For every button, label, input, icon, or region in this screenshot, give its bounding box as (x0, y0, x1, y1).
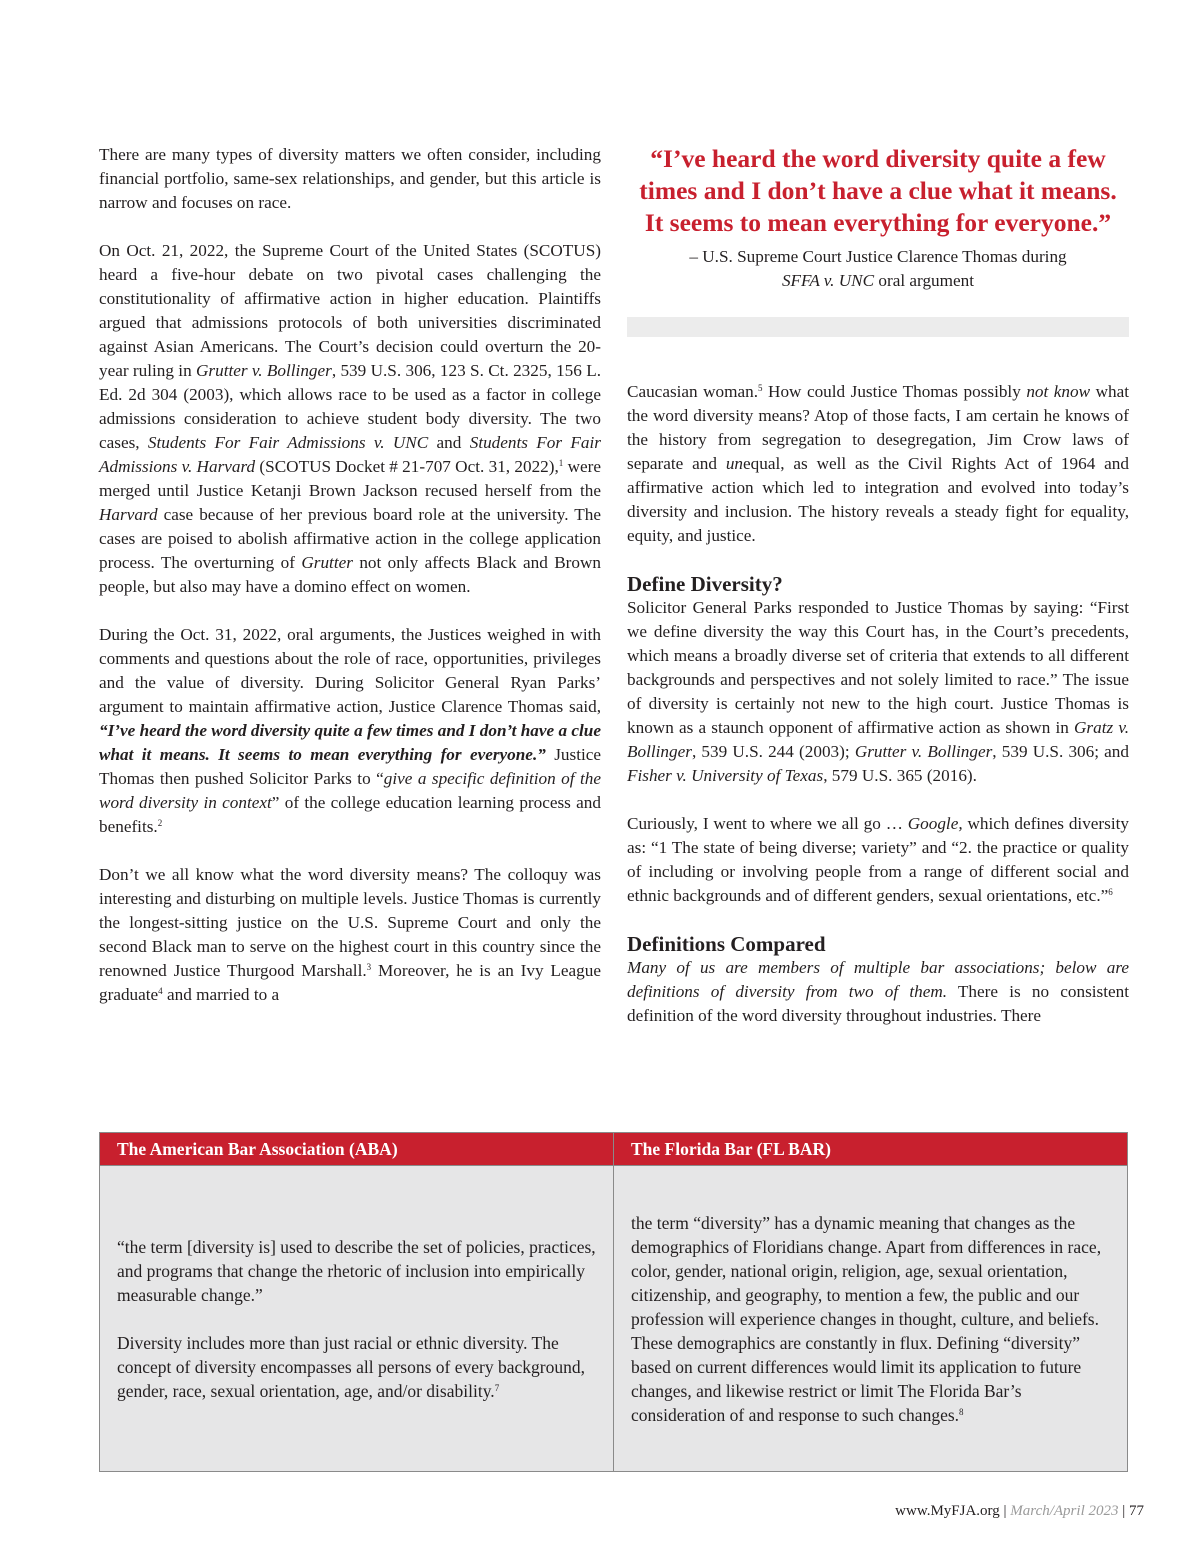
footnote-ref: 8 (959, 1406, 964, 1417)
paragraph-text: not only affects Black and Brown people, but also may have a domino effect on women. (99, 553, 602, 596)
pull-quote (627, 143, 1129, 293)
paragraph-text: equal, as well as the Civil Rights Act of 1964 and affirmative action which led to integration and evolved into today’s diversity and inclusion. The history reveals a steady fight for equality, equity, and justice. (627, 454, 1129, 545)
footnote-ref: 7 (494, 1382, 500, 1393)
paragraph (99, 623, 601, 839)
paragraph-text: , 539 U.S. 306; and (992, 742, 1129, 761)
paragraph-text: On Oct. 21, 2022, the Supreme Court of the United States (SCOTUS) heard a five-hour debate on two pivotal cases challenging the constitutionality of affirmative action in higher education. Plaintiffs argued that admissions protocols of both universities discriminated against Asian Americans. The Court’s decision could overturn the 20-year ruling in (99, 241, 601, 380)
paragraph-text: what the word diversity means? Atop of those facts, I am certain he knows of the history from segregation to desegregation, Jim Crow laws of separate and (627, 382, 1129, 473)
paragraph (627, 956, 1129, 1028)
emphasis: Google, (907, 814, 963, 833)
footer-separator: | (1118, 1503, 1129, 1519)
case-name: SFFA v. UNC (781, 271, 875, 290)
definitions-table (99, 1132, 1128, 1472)
definition-text-span: Diversity includes more than just racial or ethnic diversity. The concept of diversity encompasses all persons of every background, gender, race, sexual orientation, age, and/or disability. (117, 1332, 585, 1401)
footnote-ref: 6 (1108, 887, 1113, 897)
paragraph (99, 863, 601, 1007)
case-name: Harvard (99, 505, 158, 524)
table-cell (614, 1166, 1127, 1471)
paragraph-text: (SCOTUS Docket # 21-707 Oct. 31, 2022), (255, 457, 559, 476)
paragraph-text: and married to a (162, 985, 280, 1004)
paragraph-text: Solicitor General Parks responded to Justice Thomas by saying: “First we define diversity the way this Court has, in the Court’s precedents, which means a broadly diverse set of criteria that extends to all different backgrounds and perspectives and not solely limited to race.” The issue of diversity is certainly not new to the high court. Justice Thomas is known as a staunch opponent of affirmative action as shown in (627, 598, 1129, 737)
footnote-ref: 1 (558, 458, 564, 468)
footnote-ref: 4 (158, 986, 163, 996)
paragraph-text: Moreover, he is an Ivy League graduate (99, 961, 601, 1004)
paragraph-text: Don’t we all know what the word diversity means? The colloquy was interesting and disturbing on multiple levels. Justice Thomas is currently the longest-sitting justice on the U.S. Supreme Court and only the second Black man to serve on the highest court in this country since the renowned Justice Thurgood Marshall. (99, 865, 601, 980)
paragraph-text: which defines diversity as: “1 The state of being diverse; variety” and “2. the practice or quality of including or involving people from a range of different social and ethnic backgrounds and of different genders, sexual orientations, etc.” (627, 814, 1129, 905)
attribution-text: oral argument (874, 271, 975, 290)
paragraph (99, 239, 601, 599)
table-header: The Florida Bar (FL BAR) (614, 1133, 1127, 1166)
table-column-aba (100, 1133, 613, 1471)
pull-quote-text: “I’ve heard the word diversity quite a few times and I don’t have a clue what it means. It seems to mean everything for everyone.” (639, 144, 1117, 237)
case-name: Grutter v. Bollinger (196, 361, 332, 380)
paragraph-text: During the Oct. 31, 2022, oral arguments, the Justices weighed in with comments and questions about the role of race, opportunities, privileges and the value of diversity. During Solicitor General Ryan Parks’ argument to maintain affirmative action, Justice Clarence Thomas said, (99, 625, 601, 716)
section-heading: Define Diversity? (627, 572, 783, 596)
definition-text (631, 1211, 1110, 1427)
emphasis: Many of us are members of multiple bar associations; below are definitions of diversity from two of them. (627, 958, 1129, 1001)
paragraph-text: Curiously, I went to where we all go … (627, 814, 908, 833)
definition-text (117, 1331, 596, 1403)
page-number: 77 (1129, 1503, 1144, 1519)
footnote-ref: 3 (366, 962, 372, 972)
section-heading: Definitions Compared (627, 932, 826, 956)
attribution-line: – U.S. Supreme Court Justice Clarence Thomas during (689, 247, 1067, 266)
paragraph (99, 143, 601, 215)
emphasis: not know (1026, 382, 1091, 401)
left-column (99, 143, 601, 1031)
case-name: Students For Fair Admissions v. UNC (147, 433, 429, 452)
case-name: Gratz v. Bollinger (627, 718, 1129, 761)
case-name: Grutter (301, 553, 353, 572)
footnote-ref: 5 (758, 383, 763, 393)
right-column (627, 380, 1129, 1052)
attribution-line (627, 269, 1129, 293)
page-footer (895, 1501, 1144, 1521)
paragraph-text: were merged until Justice Ketanji Brown Jackson recused herself from the (99, 457, 601, 500)
paragraph-text: and (428, 433, 470, 452)
table-header: The American Bar Association (ABA) (100, 1133, 613, 1166)
table-column-flbar (613, 1133, 1127, 1471)
case-name: Fisher v. University of Texas (627, 766, 824, 785)
case-name: Grutter v. Bollinger (854, 742, 993, 761)
paragraph-text: Justice Thomas then pushed Solicitor Parks to “ (99, 745, 602, 788)
pull-quote-divider (627, 317, 1129, 337)
paragraph (627, 812, 1129, 908)
emphasis: un (725, 454, 744, 473)
footnote-ref: 2 (157, 818, 163, 828)
paragraph-text: , 539 U.S. 244 (2003); (691, 742, 855, 761)
inline-quote: give a specific definition of the word diversity in context (99, 769, 601, 812)
footer-separator: | (999, 1503, 1011, 1519)
paragraph-text: How could Justice Thomas possibly (762, 382, 1027, 401)
definition-text-span: the term “diversity” has a dynamic meaning that changes as the demographics of Floridians change. Apart from differences in race, color, gender, national origin, religion, age, sexual orientation, citizenship, and geography, to mention a few, the public and our profession will experience changes in thought, culture, and beliefs. These demographics are constantly in flux. Defining “diversity” based on current differences would limit its application to future changes, and likewise restrict or limit The Florida Bar’s consideration of and response to such changes. (631, 1212, 1102, 1425)
paragraph (627, 380, 1129, 548)
paragraph-text: There is no consistent definition of the word diversity throughout industries. There (627, 982, 1129, 1025)
table-cell (100, 1166, 613, 1471)
definition-text: “the term [diversity is] used to describe the set of policies, practices, and programs that change the rhetoric of inclusion into empirically measurable change.” (117, 1236, 596, 1305)
case-name: Students For Fair Admissions v. Harvard (99, 433, 601, 476)
inline-quote: “I’ve heard the word diversity quite a few times and I don’t have a clue what it means. It seems to mean everything for everyone.” (99, 721, 601, 764)
pull-quote-attribution (627, 245, 1129, 293)
paragraph-text: , 579 U.S. 365 (2016). (823, 766, 977, 785)
paragraph-text: There are many types of diversity matters we often consider, including financial portfolio, same-sex relationships, and gender, but this article is narrow and focuses on race. (99, 145, 601, 212)
paragraph-text: , 539 U.S. 306, 123 S. Ct. 2325, 156 L. Ed. 2d 304 (2003), which allows race to be used as a factor in college admissions consideration to achieve student body diversity. The two cases, (99, 361, 601, 452)
paragraph-text: case because of her previous board role at the university. The cases are poised to abolish affirmative action in the college application process. The overturning of (99, 505, 601, 572)
footer-issue: March/April 2023 (1010, 1503, 1119, 1519)
paragraph-text: Caucasian woman. (627, 382, 759, 401)
paragraph-text: ” of the college education learning process and benefits. (99, 793, 601, 836)
paragraph (627, 596, 1129, 788)
footer-website: www.MyFJA.org (895, 1503, 1000, 1519)
